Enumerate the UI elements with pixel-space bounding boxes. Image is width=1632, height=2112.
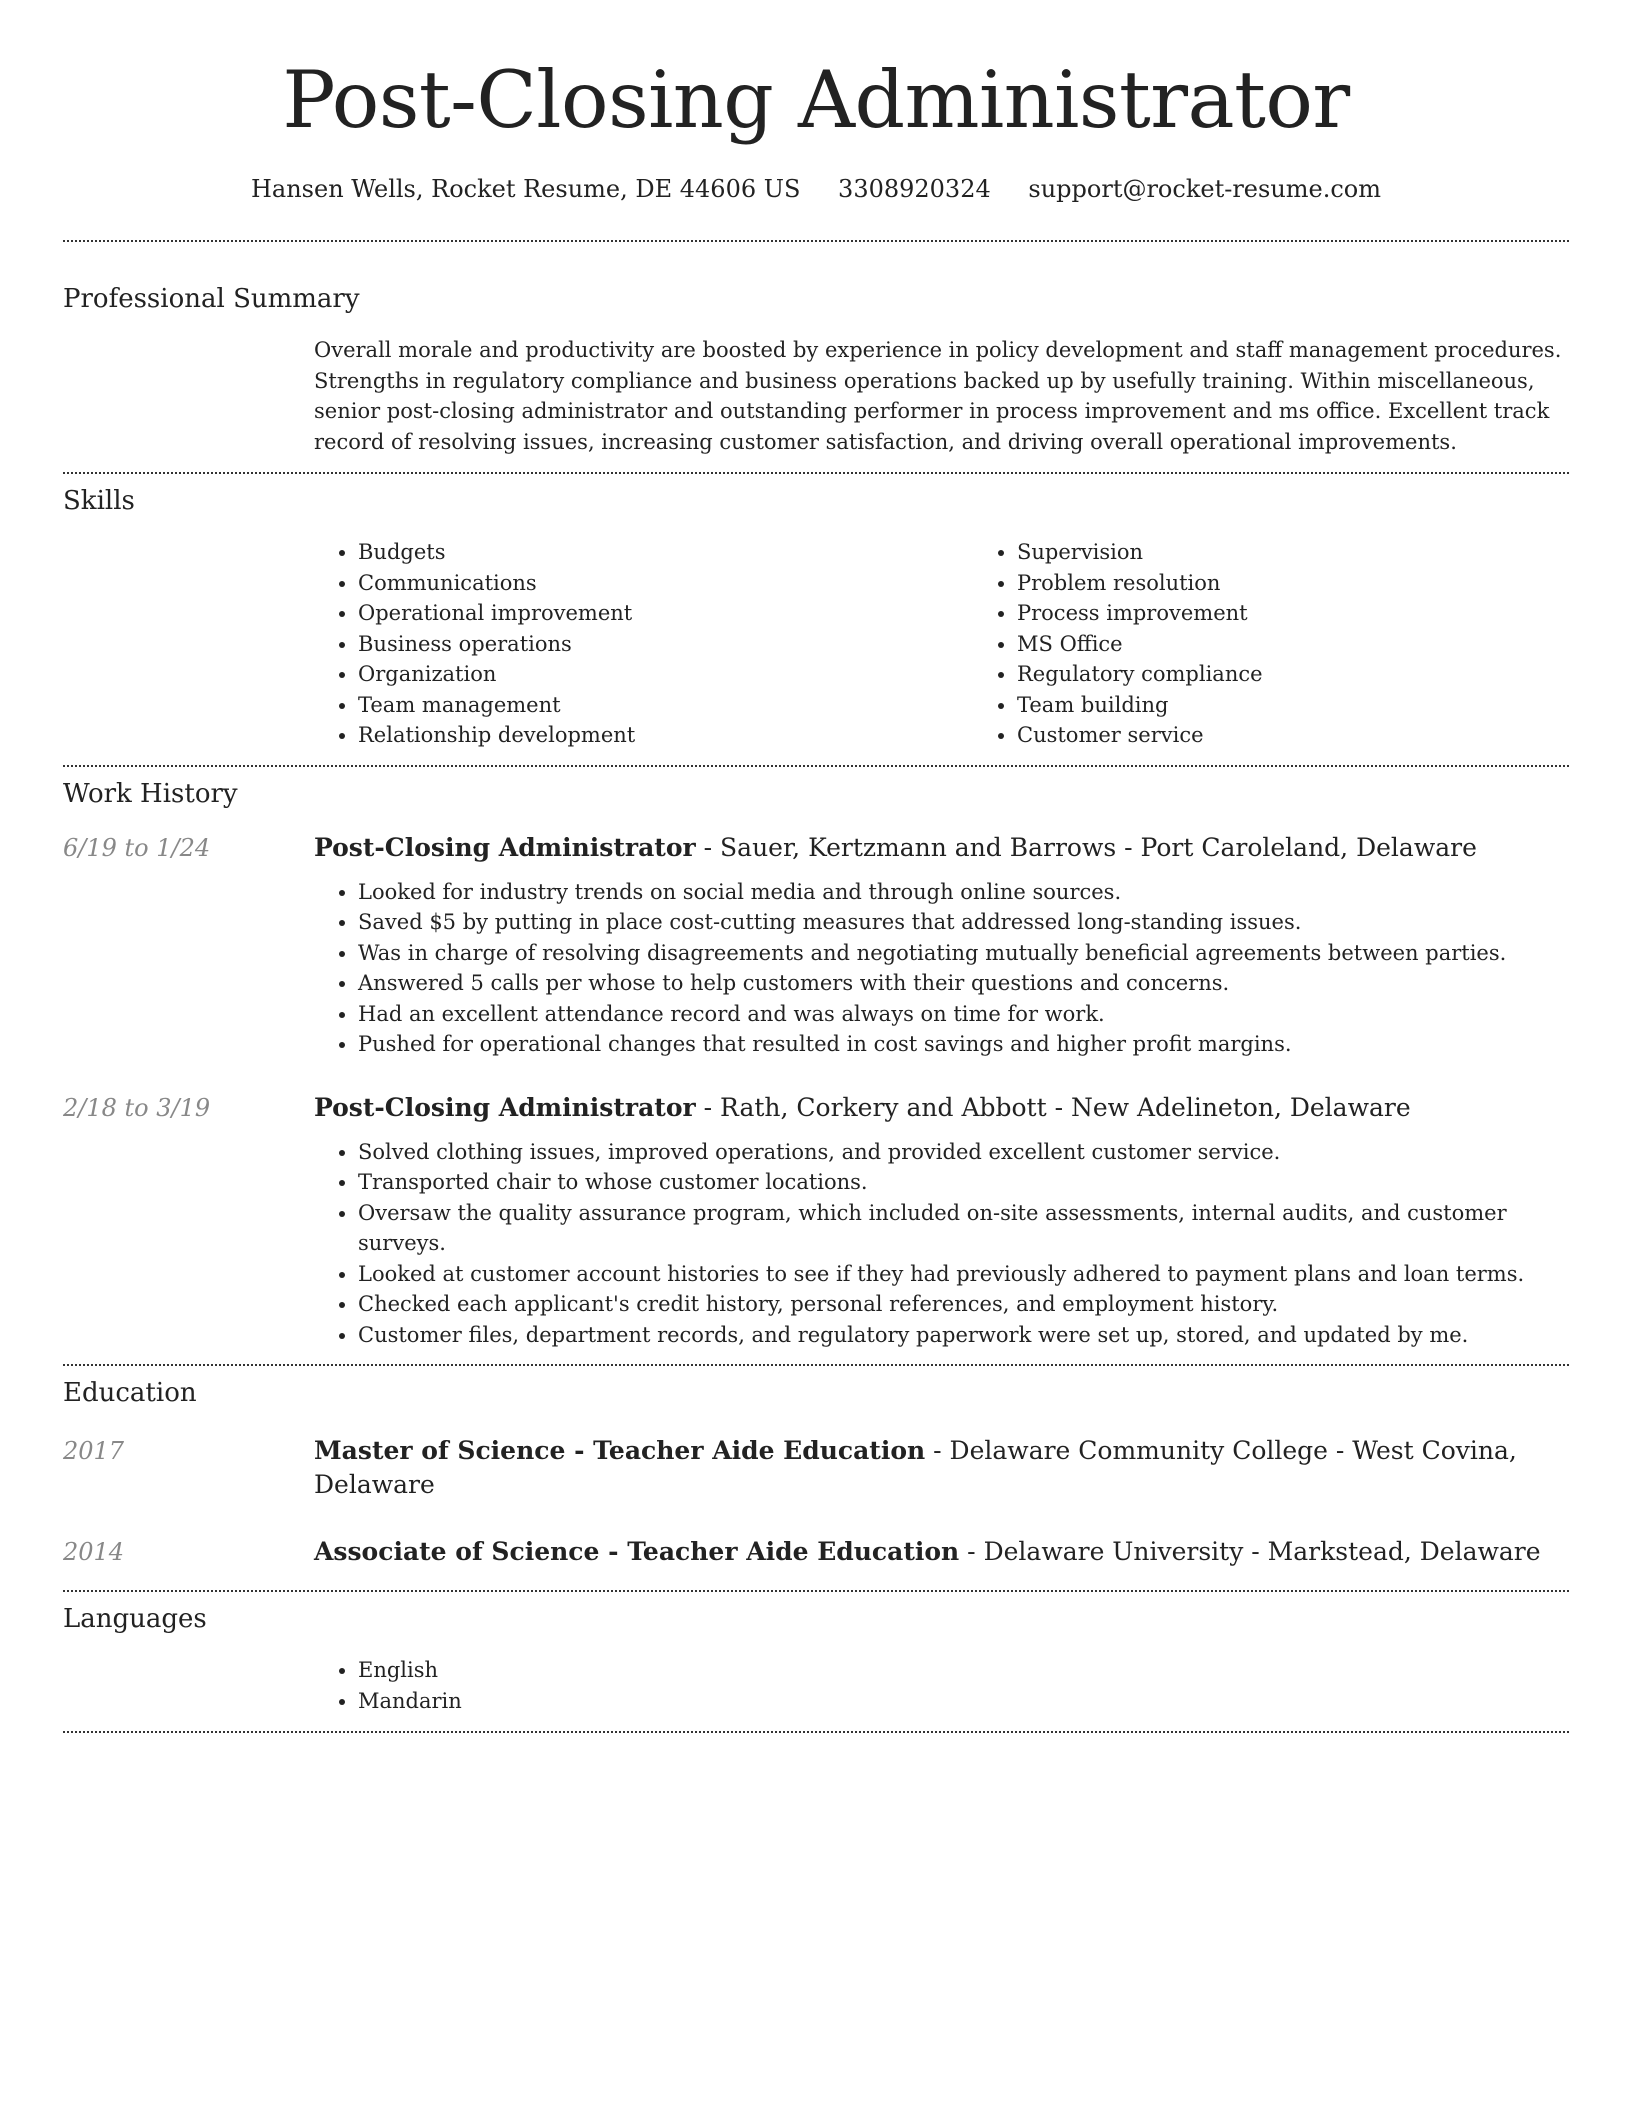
skills-heading: Skills xyxy=(63,486,135,516)
job-bullet: • Solved clothing issues, improved operations, and provided excellent customer service. xyxy=(358,1137,1569,1168)
language-item: • English xyxy=(358,1655,1569,1686)
job-employer: - Sauer, Kertzmann and Barrows - Port Caroleland, Delaware xyxy=(695,832,1477,862)
skill-item: • Organization xyxy=(358,659,973,690)
education-heading: Education xyxy=(63,1378,197,1408)
job-title: Post-Closing Administrator xyxy=(314,832,696,862)
education-degree: Master of Science - Teacher Aide Education xyxy=(314,1436,926,1465)
job-bullet: • Was in charge of resolving disagreements and negotiating mutually beneficial agreements between parties. xyxy=(358,938,1569,969)
education-year: 2017 xyxy=(63,1437,125,1465)
skill-item: • Supervision xyxy=(1017,537,1632,568)
work-heading: Work History xyxy=(63,778,238,809)
job-bullet: • Answered 5 calls per whose to help customers with their questions and concerns. xyxy=(358,968,1569,999)
job-dates: 2/18 to 3/19 xyxy=(63,1093,211,1122)
divider xyxy=(63,1590,1569,1592)
job-bullet: • Customer files, department records, and regulatory paperwork were set up, stored, and updated by me. xyxy=(358,1320,1569,1351)
divider xyxy=(63,1731,1569,1733)
job-bullet: • Pushed for operational changes that resulted in cost savings and higher profit margins. xyxy=(358,1029,1569,1060)
education-section xyxy=(63,1376,1569,1569)
job-bullet: • Had an excellent attendance record and was always on time for work. xyxy=(358,999,1569,1030)
job-bullets xyxy=(314,1137,1569,1351)
skill-item: • Team management xyxy=(358,690,973,721)
divider xyxy=(63,240,1569,242)
skills-list-left xyxy=(314,537,973,751)
contact-line xyxy=(63,172,1569,206)
job-entry xyxy=(63,831,1569,1060)
contact-address: Hansen Wells, Rocket Resume, DE 44606 US xyxy=(250,175,801,203)
education-school: - Delaware Community College - West Covina, Delaware xyxy=(314,1436,1517,1499)
languages-heading: Languages xyxy=(63,1604,207,1634)
contact-email[interactable]: support@rocket-resume.com xyxy=(1028,175,1382,203)
skill-item: • MS Office xyxy=(1017,629,1632,660)
summary-heading: Professional Summary xyxy=(63,284,360,314)
summary-text: Overall morale and productivity are boosted by experience in policy development and staff management procedures. Strengths in regulatory compliance and business operations backed up by usefully training. Within miscellaneous, senior post-closing administrator and outstanding performer in process improvement and ms office. Excellent track record of resolving issues, increasing customer satisfaction, and driving overall operational improvements. xyxy=(314,338,1562,454)
skill-item: • Relationship development xyxy=(358,720,973,751)
languages-list xyxy=(314,1655,1569,1716)
job-dates: 6/19 to 1/24 xyxy=(63,833,211,862)
job-title-line xyxy=(314,1091,1569,1125)
job-bullet: • Transported chair to whose customer locations. xyxy=(358,1167,1569,1198)
job-bullet: • Checked each applicant's credit history, personal references, and employment history. xyxy=(358,1289,1569,1320)
divider xyxy=(63,765,1569,767)
summary-section xyxy=(63,282,1569,457)
job-bullet: • Looked at customer account histories to see if they had previously adhered to payment plans and loan terms. xyxy=(358,1259,1569,1290)
skill-item: • Customer service xyxy=(1017,720,1632,751)
education-year: 2014 xyxy=(63,1538,125,1566)
skill-item: • Budgets xyxy=(358,537,973,568)
skill-item: • Regulatory compliance xyxy=(1017,659,1632,690)
education-degree: Associate of Science - Teacher Aide Education xyxy=(314,1537,960,1566)
work-section xyxy=(63,777,1569,1351)
job-bullets xyxy=(314,877,1569,1060)
education-entry xyxy=(63,1535,1569,1569)
skill-item: • Process improvement xyxy=(1017,598,1632,629)
job-entry xyxy=(63,1091,1569,1351)
skills-list-right xyxy=(973,537,1632,751)
divider xyxy=(63,472,1569,474)
education-line xyxy=(314,1535,1569,1569)
skill-item: • Team building xyxy=(1017,690,1632,721)
contact-phone: 3308920324 xyxy=(838,175,991,203)
skill-item: • Business operations xyxy=(358,629,973,660)
education-entry xyxy=(63,1434,1569,1502)
divider xyxy=(63,1364,1569,1366)
skills-grid xyxy=(314,537,1632,751)
job-employer: - Rath, Corkery and Abbott - New Adelineton, Delaware xyxy=(695,1092,1411,1122)
education-school: - Delaware University - Markstead, Delaware xyxy=(959,1537,1541,1566)
job-bullet: • Saved $5 by putting in place cost-cutting measures that addressed long-standing issues. xyxy=(358,907,1569,938)
skills-section xyxy=(63,484,1569,751)
skill-item: • Operational improvement xyxy=(358,598,973,629)
skill-item: • Problem resolution xyxy=(1017,568,1632,599)
job-title-line xyxy=(314,831,1569,865)
language-item: • Mandarin xyxy=(358,1686,1569,1717)
job-title: Post-Closing Administrator xyxy=(314,1092,696,1122)
resume-title: Post-Closing Administrator xyxy=(282,54,1350,146)
job-bullet: • Oversaw the quality assurance program, which included on-site assessments, internal audits, and customer surveys. xyxy=(358,1198,1569,1259)
skill-item: • Communications xyxy=(358,568,973,599)
job-bullet: • Looked for industry trends on social media and through online sources. xyxy=(358,877,1569,908)
languages-section xyxy=(63,1602,1569,1716)
education-line xyxy=(314,1434,1569,1502)
